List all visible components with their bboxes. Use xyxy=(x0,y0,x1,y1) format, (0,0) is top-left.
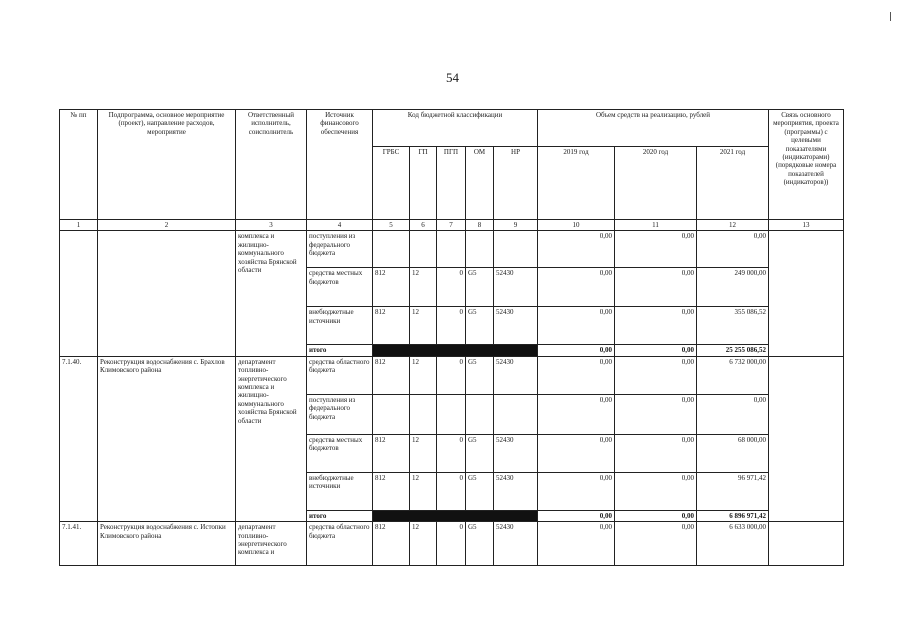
col-number: 7 xyxy=(437,220,466,231)
total-2019: 0,00 xyxy=(538,345,615,356)
total-bar xyxy=(373,510,538,521)
cell-grbs: 812 xyxy=(373,307,410,345)
cell-source: внебюджетные источники xyxy=(307,472,373,510)
cell-grbs xyxy=(373,394,410,434)
cell-gp: 12 xyxy=(410,356,437,394)
cell-2021: 0,00 xyxy=(697,394,769,434)
cell-2020: 0,00 xyxy=(615,394,697,434)
table-row xyxy=(60,231,844,268)
cell-link xyxy=(769,356,844,521)
cell-gp: 12 xyxy=(410,472,437,510)
cell-grbs: 812 xyxy=(373,434,410,472)
cell-pgp: 0 xyxy=(437,522,466,566)
cell-grbs xyxy=(373,231,410,268)
header-nr: НР xyxy=(494,147,538,220)
cell-pgp: 0 xyxy=(437,356,466,394)
column-number-row xyxy=(60,220,844,231)
total-2019: 0,00 xyxy=(538,510,615,521)
cell-2021: 6 633 000,00 xyxy=(697,522,769,566)
header-source: Источник финансового обеспечения xyxy=(307,110,373,220)
cell-2019: 0,00 xyxy=(538,231,615,268)
col-number: 2 xyxy=(98,220,236,231)
cell-om xyxy=(466,231,494,268)
header-2020: 2020 год xyxy=(615,147,697,220)
cell-no: 7.1.41. xyxy=(60,522,98,566)
total-bar xyxy=(373,345,538,356)
cell-source: поступления из федерального бюджета xyxy=(307,231,373,268)
cell-grbs: 812 xyxy=(373,522,410,566)
cell-2021: 0,00 xyxy=(697,231,769,268)
cell-2019: 0,00 xyxy=(538,394,615,434)
cell-source: средства областного бюджета xyxy=(307,356,373,394)
cell-source: внебюджетные источники xyxy=(307,307,373,345)
col-number: 1 xyxy=(60,220,98,231)
total-2020: 0,00 xyxy=(615,510,697,521)
header-2019: 2019 год xyxy=(538,147,615,220)
cell-nr: 52430 xyxy=(494,356,538,394)
cell-no xyxy=(60,231,98,356)
col-number: 9 xyxy=(494,220,538,231)
cell-pgp: 0 xyxy=(437,307,466,345)
cell-gp: 12 xyxy=(410,434,437,472)
cell-2020: 0,00 xyxy=(615,356,697,394)
cell-gp: 12 xyxy=(410,268,437,307)
cell-nr: 52430 xyxy=(494,472,538,510)
cell-2019: 0,00 xyxy=(538,356,615,394)
cell-source: средства местных бюджетов xyxy=(307,434,373,472)
header-responsible: Ответственный исполнитель, соисполнитель xyxy=(236,110,307,220)
cell-grbs: 812 xyxy=(373,356,410,394)
cell-nr xyxy=(494,394,538,434)
col-number: 8 xyxy=(466,220,494,231)
cell-no: 7.1.40. xyxy=(60,356,98,521)
cell-2021: 249 000,00 xyxy=(697,268,769,307)
budget-table xyxy=(59,109,844,566)
cell-source: поступления из федерального бюджета xyxy=(307,394,373,434)
col-number: 13 xyxy=(769,220,844,231)
cell-pgp xyxy=(437,394,466,434)
header-subprogram: Подпрограмма, основное мероприятие (проект), направление расходов, мероприятие xyxy=(98,110,236,220)
cell-om: G5 xyxy=(466,356,494,394)
col-number: 4 xyxy=(307,220,373,231)
header-row xyxy=(60,110,844,147)
cell-om: G5 xyxy=(466,472,494,510)
cell-responsible: комплекса и жилищно-коммунального хозяйства Брянской области xyxy=(236,231,307,356)
cell-om: G5 xyxy=(466,268,494,307)
cell-source: средства местных бюджетов xyxy=(307,268,373,307)
cell-name: Реконструкция водоснабжения с. Брахлов Климовского района xyxy=(98,356,236,521)
total-2020: 0,00 xyxy=(615,345,697,356)
cell-2021: 6 732 000,00 xyxy=(697,356,769,394)
header-no: № пп xyxy=(60,110,98,220)
cell-2021: 355 086,52 xyxy=(697,307,769,345)
col-number: 12 xyxy=(697,220,769,231)
cell-nr xyxy=(494,231,538,268)
cell-2019: 0,00 xyxy=(538,307,615,345)
cell-link xyxy=(769,231,844,356)
total-label: итого xyxy=(307,510,373,521)
cell-gp xyxy=(410,231,437,268)
page-number: 54 xyxy=(446,70,459,85)
total-2021: 25 255 086,52 xyxy=(697,345,769,356)
cell-nr: 52430 xyxy=(494,307,538,345)
cell-2020: 0,00 xyxy=(615,307,697,345)
total-label: итого xyxy=(307,345,373,356)
cell-grbs: 812 xyxy=(373,268,410,307)
cell-om: G5 xyxy=(466,522,494,566)
margin-mark xyxy=(890,12,891,21)
col-number: 10 xyxy=(538,220,615,231)
cell-gp xyxy=(410,394,437,434)
cell-source: средства областного бюджета xyxy=(307,522,373,566)
total-2021: 6 896 971,42 xyxy=(697,510,769,521)
cell-2021: 96 971,42 xyxy=(697,472,769,510)
cell-pgp xyxy=(437,231,466,268)
header-budget-code: Код бюджетной классификации xyxy=(373,110,538,147)
header-volume: Объем средств на реализацию, рублей xyxy=(538,110,769,147)
cell-2019: 0,00 xyxy=(538,472,615,510)
cell-2021: 68 000,00 xyxy=(697,434,769,472)
cell-om xyxy=(466,394,494,434)
cell-om: G5 xyxy=(466,434,494,472)
cell-responsible: департамент топливно-энергетического комплекса и xyxy=(236,522,307,566)
table-row xyxy=(60,356,844,394)
cell-nr: 52430 xyxy=(494,434,538,472)
header-link: Связь основного мероприятия, проекта (программы) с целевыми показателями (индикаторами) (порядковые номера показателей (индикаторов)) xyxy=(769,110,844,220)
cell-nr: 52430 xyxy=(494,522,538,566)
cell-2019: 0,00 xyxy=(538,268,615,307)
header-grbs: ГРБС xyxy=(373,147,410,220)
col-number: 3 xyxy=(236,220,307,231)
cell-name: Реконструкция водоснабжения с. Истопки Климовского района xyxy=(98,522,236,566)
cell-pgp: 0 xyxy=(437,268,466,307)
header-om: ОМ xyxy=(466,147,494,220)
cell-2020: 0,00 xyxy=(615,268,697,307)
cell-2020: 0,00 xyxy=(615,472,697,510)
table-row xyxy=(60,522,844,566)
cell-responsible: департамент топливно-энергетического комплекса и жилищно-коммунального хозяйства Брянской области xyxy=(236,356,307,521)
cell-2019: 0,00 xyxy=(538,434,615,472)
header-pgp: ПГП xyxy=(437,147,466,220)
cell-2019: 0,00 xyxy=(538,522,615,566)
cell-gp: 12 xyxy=(410,307,437,345)
cell-name xyxy=(98,231,236,356)
cell-pgp: 0 xyxy=(437,472,466,510)
cell-gp: 12 xyxy=(410,522,437,566)
cell-nr: 52430 xyxy=(494,268,538,307)
cell-link xyxy=(769,522,844,566)
cell-2020: 0,00 xyxy=(615,434,697,472)
cell-2020: 0,00 xyxy=(615,231,697,268)
cell-pgp: 0 xyxy=(437,434,466,472)
col-number: 5 xyxy=(373,220,410,231)
header-gp: ГП xyxy=(410,147,437,220)
col-number: 11 xyxy=(615,220,697,231)
cell-om: G5 xyxy=(466,307,494,345)
cell-2020: 0,00 xyxy=(615,522,697,566)
cell-grbs: 812 xyxy=(373,472,410,510)
header-2021: 2021 год xyxy=(697,147,769,220)
col-number: 6 xyxy=(410,220,437,231)
